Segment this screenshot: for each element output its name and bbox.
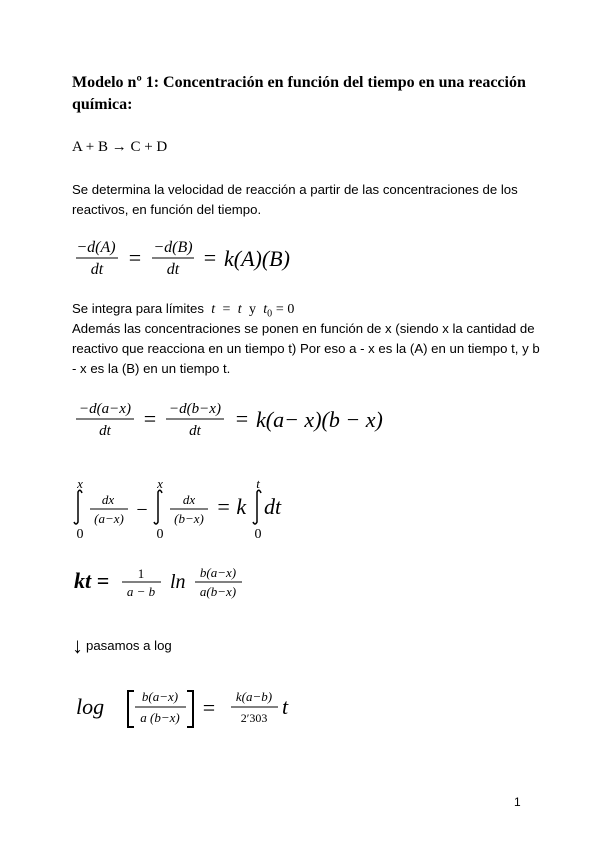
paragraph-line: reactivo que reacciona en un tiempo t) Por eso a - x es la (A) en un tiempo t, y b xyxy=(72,341,540,356)
limits-equals: = xyxy=(222,302,231,317)
limits-conj: y xyxy=(248,302,256,317)
eq1-equals-2: = xyxy=(203,245,217,270)
equation-log xyxy=(72,683,312,733)
eq3-frac2-denominator: (b−x) xyxy=(174,511,204,526)
eq3-equals-k: = k xyxy=(216,494,247,519)
limits-t-var: t xyxy=(211,302,216,317)
equation-kt-ln xyxy=(72,560,272,606)
limits-t0-var: t xyxy=(263,302,268,317)
eq4-lhs: kt = xyxy=(74,568,110,593)
equation-integrals xyxy=(72,474,332,544)
eq1-mid-numerator: −d(B) xyxy=(153,239,193,256)
eq1-left-denominator: dt xyxy=(90,261,104,278)
integral-sign-icon xyxy=(253,490,261,524)
left-bracket-icon xyxy=(128,691,134,727)
eq5-frac1-denominator: a (b−x) xyxy=(140,710,180,725)
arrow-down-icon: ↓ xyxy=(72,633,83,658)
eq3-frac1-numerator: dx xyxy=(101,492,115,507)
integral-sign-icon xyxy=(74,490,82,524)
eq5-frac2-denominator: 2′303 xyxy=(240,711,268,725)
eq2-rhs: k(a− x)(b − x) xyxy=(256,407,383,432)
eq4-frac2-numerator: b(a−x) xyxy=(199,565,237,580)
limits-t-val: t xyxy=(237,302,242,317)
eq5-frac1-numerator: b(a−x) xyxy=(141,689,179,704)
integral-sign-icon xyxy=(154,490,162,524)
right-bracket-icon xyxy=(187,691,193,727)
eq3-minus: − xyxy=(136,499,148,521)
eq4-frac1-numerator: 1 xyxy=(137,566,145,581)
eq3-int1-upper: x xyxy=(77,476,83,491)
eq3-int3-upper: t xyxy=(256,476,260,491)
eq3-int2-upper: x xyxy=(157,476,163,491)
eq3-int1-lower: 0 xyxy=(76,527,84,542)
eq2-equals-2: = xyxy=(235,406,249,431)
eq2-left-denominator: dt xyxy=(99,423,111,439)
eq5-frac2-numerator: k(a−b) xyxy=(235,689,273,704)
eq2-mid-numerator: −d(b−x) xyxy=(169,401,221,417)
limits-t0-equals: = xyxy=(275,302,284,317)
paragraph-concentrations xyxy=(72,319,540,379)
eq5-equals: = xyxy=(202,695,216,720)
eq2-left-numerator: −d(a−x) xyxy=(79,401,131,417)
equation-rate-law-x xyxy=(72,396,402,442)
eq1-rhs: k(A)(B) xyxy=(224,246,290,271)
eq5-log: log xyxy=(76,694,105,719)
step-note xyxy=(72,633,172,658)
eq5-t: t xyxy=(282,694,289,719)
equation-rate-law xyxy=(72,234,312,280)
eq3-frac2-numerator: dx xyxy=(182,492,196,507)
reaction-equation: A + B → C + D xyxy=(72,139,168,155)
eq3-rhs: dt xyxy=(264,494,282,519)
eq4-frac2-denominator: a(b−x) xyxy=(199,584,237,599)
step-text: pasamos a log xyxy=(86,638,172,653)
page-title: Modelo nº 1: Concentración en función del tiempo en una reacción química: xyxy=(72,74,526,113)
eq4-frac1-denominator: a − b xyxy=(126,584,156,599)
limits-prefix: Se integra para límites xyxy=(72,301,204,316)
paragraph-line: Además las concentraciones se ponen en función de x (siendo x la cantidad de xyxy=(72,321,535,336)
eq1-mid-denominator: dt xyxy=(166,261,180,278)
limits-t0-sub: 0 xyxy=(267,308,273,320)
page-number: 1 xyxy=(514,795,521,809)
eq3-int2-lower: 0 xyxy=(156,527,164,542)
eq2-mid-denominator: dt xyxy=(189,423,201,439)
paragraph-line: - x es la (B) en un tiempo t. xyxy=(72,361,231,376)
paragraph-rate-intro: Se determina la velocidad de reacción a partir de las concentraciones de los reactivos, en función del tiempo. xyxy=(72,182,518,217)
eq1-equals-1: = xyxy=(128,245,142,270)
eq3-frac1-denominator: (a−x) xyxy=(94,511,124,526)
eq2-equals-1: = xyxy=(143,406,157,431)
limits-t0-val: 0 xyxy=(287,302,295,317)
eq3-int3-lower: 0 xyxy=(254,527,262,542)
eq1-left-numerator: −d(A) xyxy=(76,239,116,256)
eq4-ln: ln xyxy=(170,571,186,593)
